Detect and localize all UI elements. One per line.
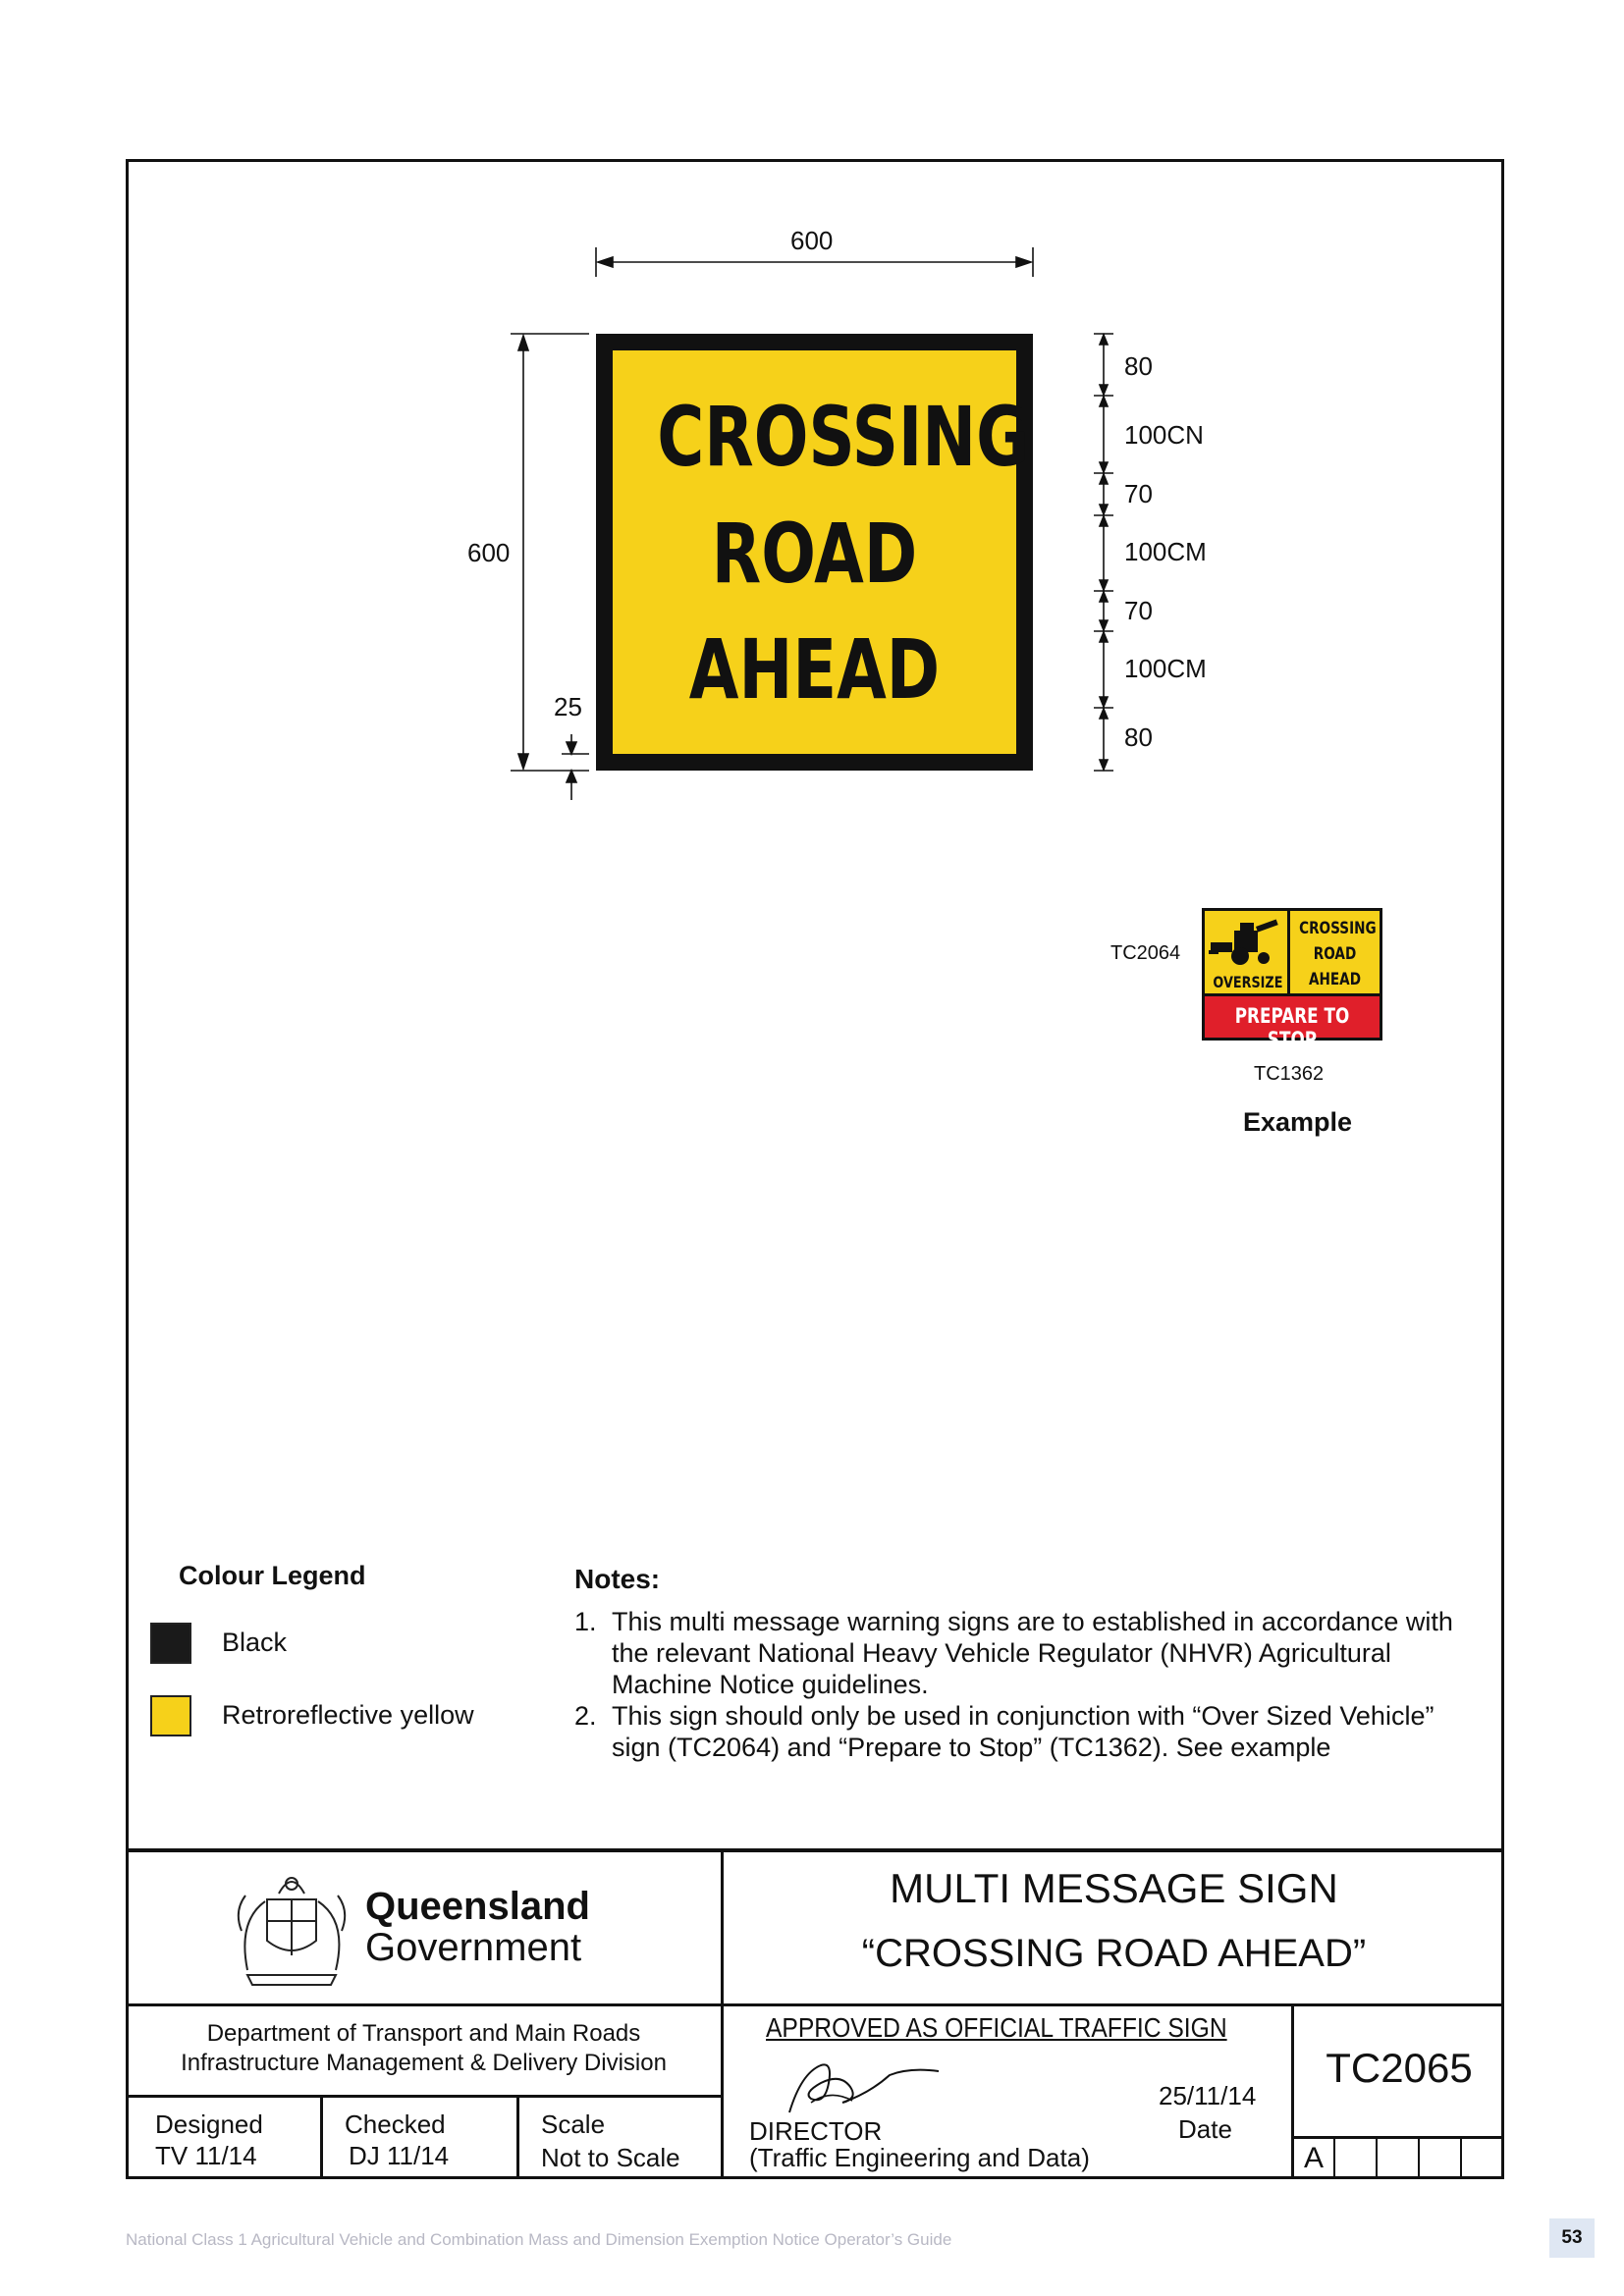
title-block-divider	[1333, 2136, 1335, 2179]
footer-text: National Class 1 Agricultural Vehicle and Combination Mass and Dimension Exemption Notice Operator’s Guide	[126, 2230, 952, 2249]
director-signature-icon	[782, 2054, 948, 2122]
title-block-divider	[1291, 2136, 1504, 2139]
division-line: Infrastructure Management & Delivery Division	[181, 2050, 667, 2076]
legend-title: Colour Legend	[179, 1561, 366, 1590]
sign-line-ahead: AHEAD	[688, 621, 941, 718]
title-block-divider	[320, 2095, 323, 2179]
example-crossing-sign	[1287, 908, 1382, 996]
legend-label-yellow: Retroreflective yellow	[222, 1700, 474, 1730]
example-caption: Example	[1243, 1107, 1353, 1137]
dim-right-label: 80	[1124, 351, 1153, 381]
department-line: Department of Transport and Main Roads	[206, 2020, 641, 2047]
director-label: DIRECTOR	[749, 2116, 883, 2146]
legend-swatch-black	[150, 1623, 191, 1664]
dim-height-label: 600	[467, 538, 511, 567]
date-label: Date	[1178, 2114, 1232, 2144]
legend-swatch-yellow	[150, 1695, 191, 1736]
example-tc2064-label: TC2064	[1110, 942, 1181, 964]
checked-label: Checked	[345, 2109, 446, 2139]
prepare-to-stop-label: PREPARE TO STOP	[1234, 1004, 1350, 1051]
legend-label-black: Black	[222, 1628, 288, 1657]
dim-width-label: 600	[790, 226, 834, 255]
example-line: AHEAD	[1308, 970, 1361, 989]
title-block-divider	[1418, 2136, 1420, 2179]
logo-government: Government	[365, 1926, 582, 1969]
designed-label: Designed	[155, 2109, 263, 2139]
coat-of-arms-icon	[228, 1862, 355, 1990]
note-text: This multi message warning signs are to established in accordance with the relevant National Heavy Vehicle Regulator (NHVR) Agricultural Machine Notice guidelines.	[612, 1607, 1453, 1699]
oversize-sign	[1202, 908, 1290, 996]
crossing-road-ahead-sign	[596, 334, 1033, 771]
title-block-divider	[126, 2095, 722, 2098]
revision-letter: A	[1303, 2142, 1324, 2174]
example-crossing-text	[1299, 916, 1377, 992]
dim-right-label: 100CM	[1124, 537, 1207, 566]
approval-statement: APPROVED AS OFFICIAL TRAFFIC SIGN	[766, 2012, 1227, 2043]
scale-label: Scale	[541, 2109, 606, 2139]
page-number: 53	[1549, 2218, 1595, 2258]
example-line: ROAD	[1313, 944, 1357, 964]
harvester-icon	[1205, 915, 1287, 974]
example-line: CROSSING	[1299, 919, 1377, 938]
title-block-divider	[126, 2003, 1504, 2006]
note-text: This sign should only be used in conjunction with “Over Sized Vehicle” sign (TC2064) and “Prepare to Stop” (TC1362). See example	[612, 1701, 1435, 1762]
dim-right-label: 70	[1124, 596, 1153, 625]
title-block-divider	[516, 2095, 519, 2179]
designed-value: TV 11/14	[155, 2141, 257, 2170]
title-block-divider	[1460, 2136, 1462, 2179]
example-tc1362-label: TC1362	[1254, 1063, 1325, 1085]
scale-value: Not to Scale	[541, 2143, 680, 2172]
approval-date: 25/11/14	[1159, 2081, 1257, 2110]
dim-right-label: 80	[1124, 722, 1153, 752]
note-number: 1.	[574, 1607, 597, 1636]
dim-border-label: 25	[554, 692, 582, 721]
sign-line-crossing: CROSSING	[657, 389, 1029, 485]
drawing-title: MULTI MESSAGE SIGN	[890, 1865, 1338, 1911]
checked-value: DJ 11/14	[349, 2141, 450, 2170]
title-block-divider	[126, 1848, 1504, 1852]
sign-face	[613, 350, 1029, 754]
note-number: 2.	[574, 1701, 597, 1731]
oversize-label: OVERSIZE	[1213, 973, 1283, 991]
prepare-to-stop-sign	[1202, 993, 1382, 1051]
notes-title: Notes:	[574, 1564, 661, 1594]
logo-queensland: Queensland	[365, 1885, 590, 1928]
department-name	[126, 2019, 722, 2078]
sign-line-road: ROAD	[711, 506, 918, 602]
sign-code: TC2065	[1326, 2045, 1473, 2091]
dim-right-label: 100CM	[1124, 654, 1207, 683]
dim-right-label: 70	[1124, 479, 1153, 508]
director-department: (Traffic Engineering and Data)	[749, 2143, 1090, 2172]
drawing-subtitle: “CROSSING ROAD AHEAD”	[861, 1932, 1367, 1975]
dim-right-label: 100CN	[1124, 420, 1204, 450]
title-block-divider	[1376, 2136, 1378, 2179]
